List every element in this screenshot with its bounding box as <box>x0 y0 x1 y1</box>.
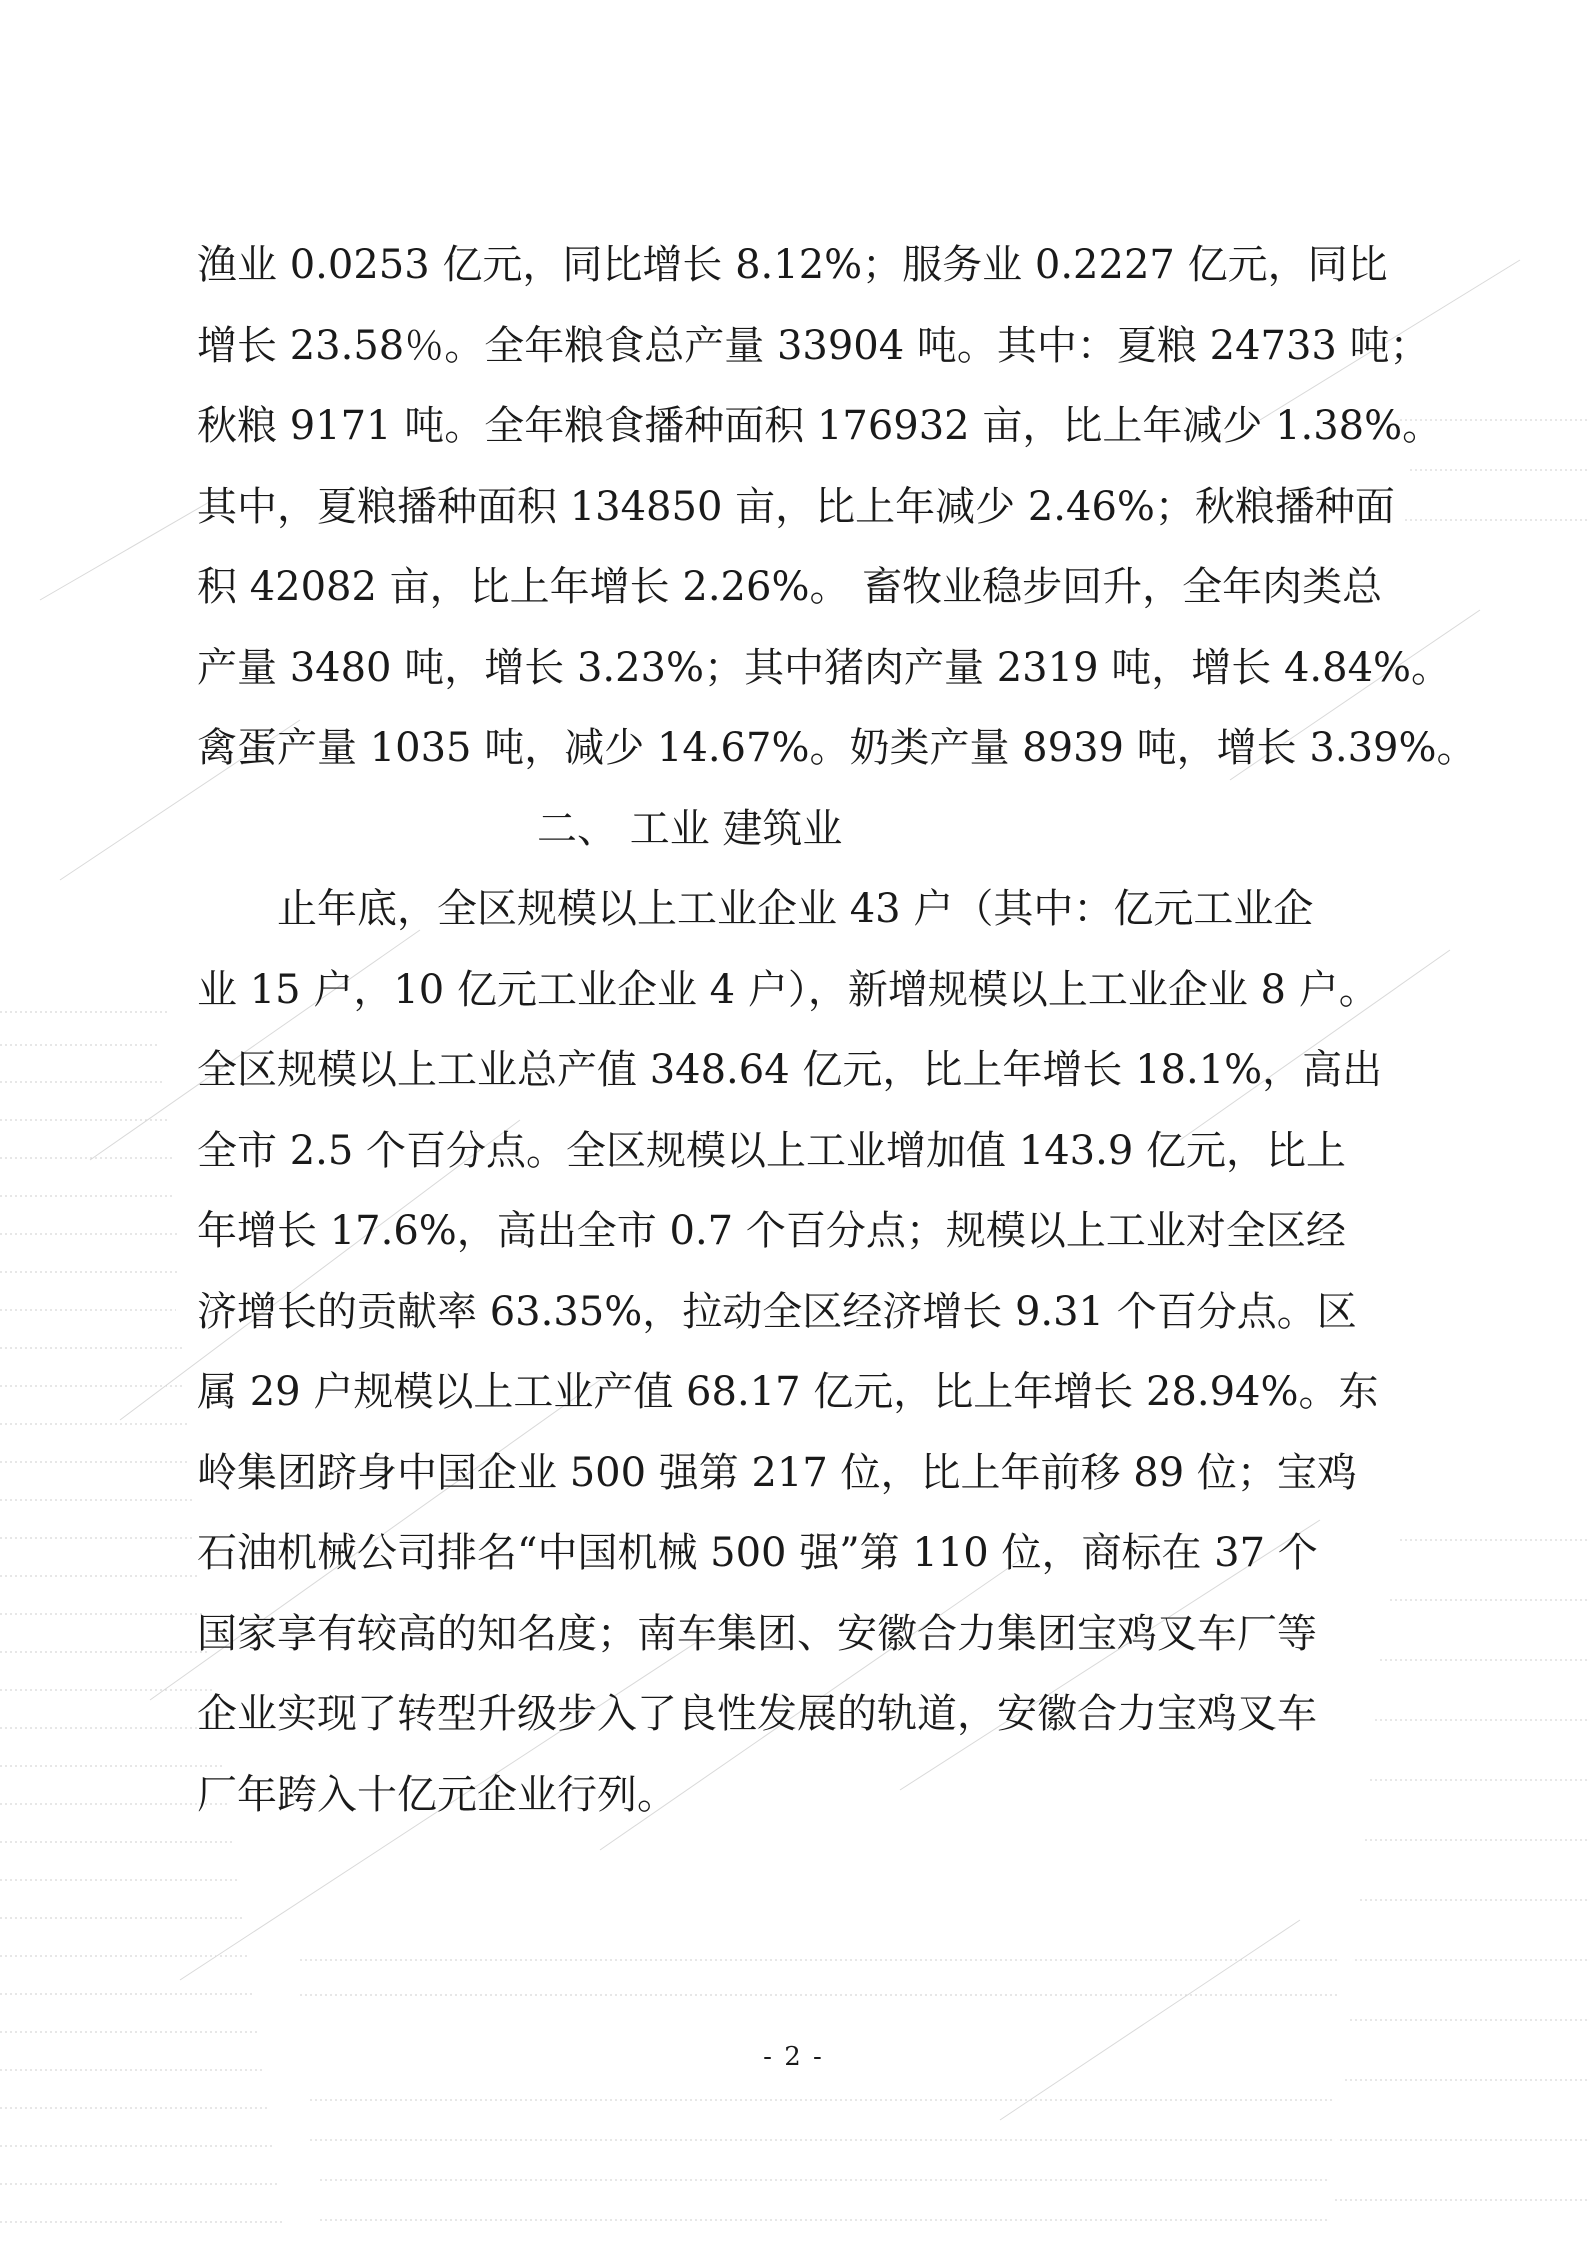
text-line: 禽蛋产量 1035 吨，减少 14.67%。奶类产量 8939 吨，增长 3.39%。 <box>197 725 1477 771</box>
text-line: 积 42082 亩，比上年增长 2.26%。 畜牧业稳步回升，全年肉类总 <box>197 564 1383 610</box>
text-line: 其中，夏粮播种面积 134850 亩，比上年减少 2.46%；秋粮播种面 <box>197 483 1395 530</box>
text-line: 年增长 17.6%，高出全市 0.7 个百分点；规模以上工业对全区经 <box>197 1208 1346 1254</box>
text-line: 全市 2.5 个百分点。全区规模以上工业增加值 143.9 亿元，比上 <box>197 1127 1346 1174</box>
section-heading: 二、 工业 建筑业 <box>537 805 843 852</box>
text-line: 石油机械公司排名“中国机械 500 强”第 110 位，商标在 37 个 <box>197 1530 1318 1576</box>
text-line: 岭集团跻身中国企业 500 强第 217 位，比上年前移 89 位；宝鸡 <box>197 1449 1357 1496</box>
page-number: - 2 - <box>763 2042 824 2072</box>
text-line: 济增长的贡献率 63.35%，拉动全区经济增长 9.31 个百分点。区 <box>197 1288 1357 1335</box>
text-line: 厂年跨入十亿元企业行列。 <box>197 1771 677 1818</box>
text-line: 增长 23.58％。全年粮食总产量 33904 吨。其中：夏粮 24733 吨； <box>197 322 1430 369</box>
text-line: 企业实现了转型升级步入了良性发展的轨道，安徽合力宝鸡叉车 <box>197 1691 1317 1737</box>
text-line: 属 29 户规模以上工业产值 68.17 亿元，比上年增长 28.94%。东 <box>197 1369 1379 1415</box>
text-line: 秋粮 9171 吨。全年粮食播种面积 176932 亩，比上年减少 1.38%。 <box>197 403 1443 449</box>
text-line: 止年底，全区规模以上工业企业 43 户（其中：亿元工业企 <box>277 886 1314 932</box>
text-line: 渔业 0.0253 亿元，同比增长 8.12%；服务业 0.2227 亿元，同比 <box>197 242 1388 288</box>
text-line: 业 15 户，10 亿元工业企业 4 户），新增规模以上工业企业 8 户。 <box>197 966 1379 1013</box>
text-line: 产量 3480 吨，增长 3.23%；其中猪肉产量 2319 吨，增长 4.84%。 <box>197 644 1452 691</box>
text-line: 全区规模以上工业总产值 348.64 亿元，比上年增长 18.1%，高出 <box>197 1047 1383 1093</box>
body-text <box>197 225 1477 1835</box>
text-line: 国家享有较高的知名度；南车集团、安徽合力集团宝鸡叉车厂等 <box>197 1610 1317 1657</box>
